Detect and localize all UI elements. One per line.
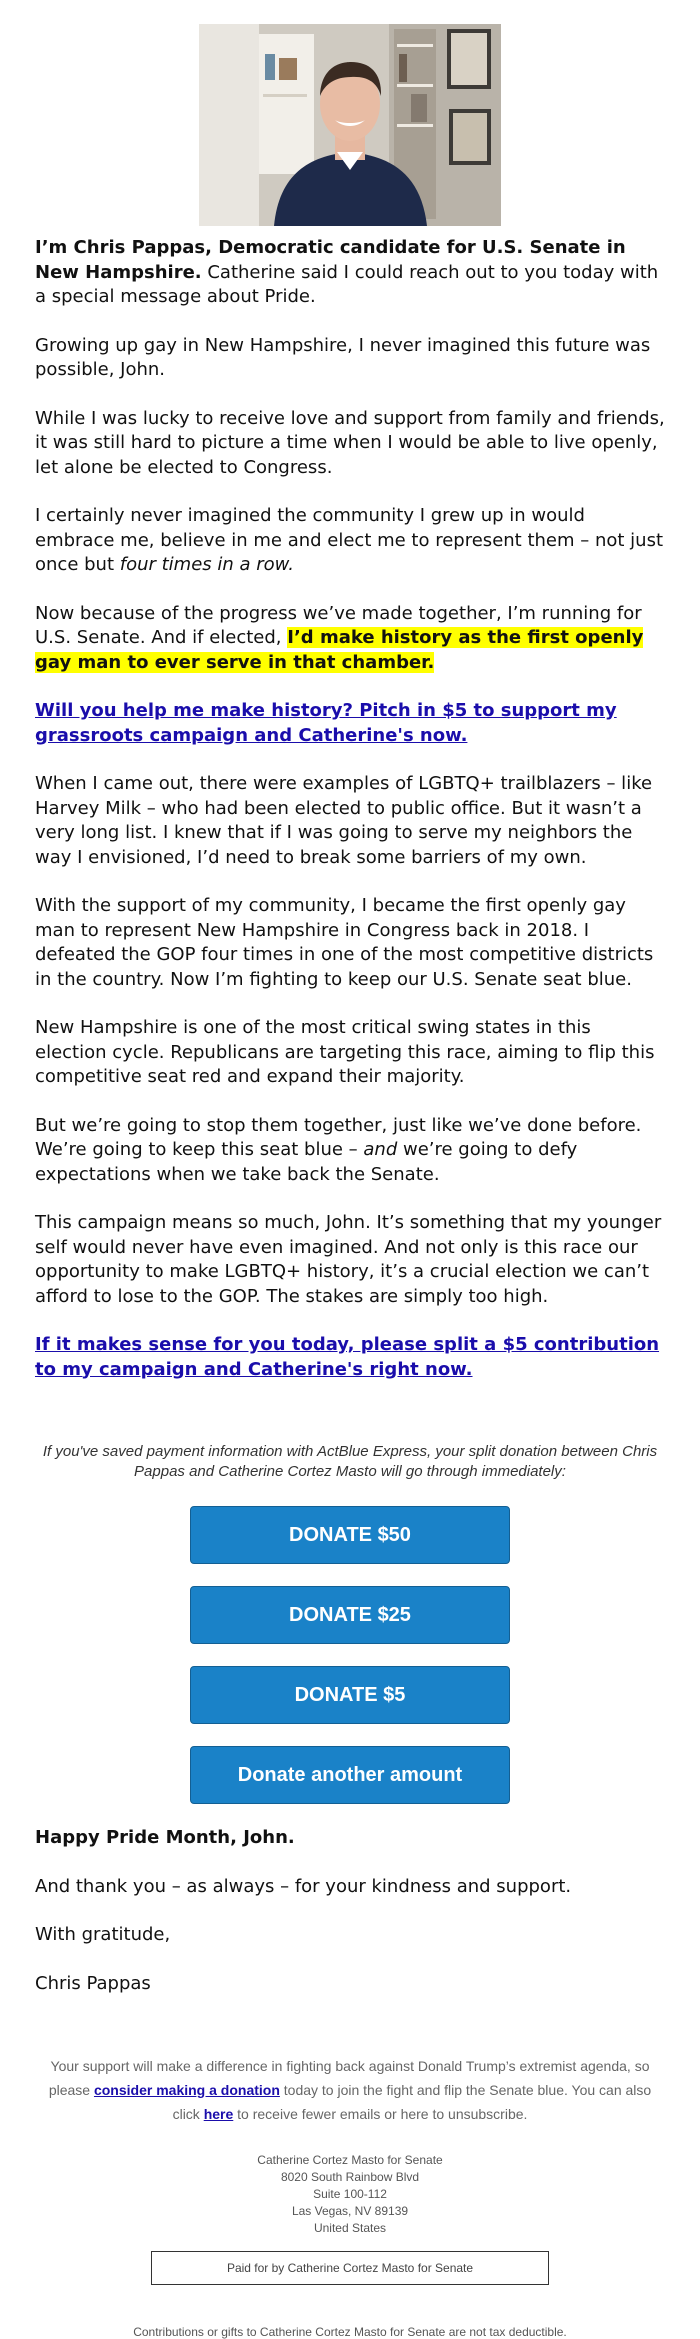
- paragraph-came-out: When I came out, there were examples of LGBTQ+ trailblazers – like Harvey Milk – who had been elected to public office. But it wasn’t a very long list. I knew that if I was going to serve my neighbors the way I envisioned, I’d need to break some barriers of my own.: [35, 773, 653, 868]
- address-line: Suite 100-112: [313, 2187, 387, 2201]
- donate-link-1[interactable]: Will you help me make history? Pitch in $5 to support my grassroots campaign and Catherine's now.: [35, 700, 617, 746]
- paragraph-love-support: While I was lucky to receive love and support from family and friends, it was still hard to picture a time when I would be able to live openly, let alone be elected to Congress.: [35, 407, 665, 478]
- intro-rest-text: Catherine said I could reach out to you today with a special message about Pride.: [35, 261, 659, 307]
- pride-greeting: Happy Pride Month, John.: [35, 1827, 295, 1848]
- paragraph-stop-them-b: we’re going to defy expectations when we take back the Senate.: [35, 1139, 578, 1185]
- paragraph-stop-them-a: But we’re going to stop them together, just like we’ve done before. We’re going to keep this seat blue –: [35, 1114, 642, 1160]
- paragraph-stop-them-italic: and: [363, 1139, 398, 1160]
- footer-text-2: today to join the fight and flip the Senate blue. You can also click: [172, 2082, 652, 2122]
- paragraph-campaign-means: This campaign means so much, John. It’s something that my younger self would never have even imagined. And not only is this race our opportunity to make LGBTQ+ history, it’s a crucial election we can’t afford to lose to the GOP. The stakes are simply too high.: [35, 1212, 662, 1307]
- donate-link-2[interactable]: If it makes sense for you today, please split a $5 contribution to my campaign and Catherine's right now.: [35, 1334, 660, 1380]
- paragraph-running: [35, 602, 665, 676]
- paid-for-box: Paid for by Catherine Cortez Masto for Senate: [151, 2251, 549, 2285]
- donate-50-button[interactable]: DONATE $50: [190, 1506, 510, 1564]
- email-body: [35, 0, 665, 2339]
- gratitude-line: With gratitude,: [35, 1924, 171, 1945]
- candidate-photo: [199, 24, 501, 226]
- donate-other-amount-button[interactable]: Donate another amount: [190, 1746, 510, 1804]
- intro-bold-text: I’m Chris Pappas, Democratic candidate for U.S. Senate in New Hampshire.: [35, 237, 626, 283]
- tax-disclaimer: Contributions or gifts to Catherine Cortez Masto for Senate are not tax deductible.: [133, 2325, 567, 2339]
- candidate-photo-illustration: [199, 24, 501, 226]
- paragraph-support: With the support of my community, I became the first openly gay man to represent New Hampshire in Congress back in 2018. I defeated the GOP four times in one of the most competitive districts in the country. Now I’m fighting to keep our U.S. Senate seat blue.: [35, 895, 654, 990]
- paragraph-growing-up: Growing up gay in New Hampshire, I never imagined this future was possible, John.: [35, 334, 651, 380]
- paragraph-community-text: I certainly never imagined the community I grew up in would embrace me, believe in me and elect me to represent them – not just once but: [35, 505, 664, 575]
- intro-paragraph: [35, 236, 665, 310]
- mailing-address: [35, 2152, 665, 2237]
- highlighted-history-text: I’d make history as the first openly gay man to ever serve in that chamber.: [35, 627, 644, 673]
- paragraph-running-text: Now because of the progress we’ve made together, I’m running for U.S. Senate. And if elected,: [35, 602, 642, 648]
- signature-name: Chris Pappas: [35, 1972, 151, 1994]
- paragraph-community-italic: four times in a row.: [119, 554, 294, 575]
- consider-donation-link[interactable]: consider making a donation: [93, 2082, 280, 2098]
- paragraph-community: [35, 504, 665, 578]
- paragraph-stop-them: [35, 1114, 665, 1188]
- footer-text-3: to receive fewer emails or here to unsubscribe.: [233, 2106, 528, 2122]
- address-line: Catherine Cortez Masto for Senate: [257, 2153, 443, 2167]
- paragraph-swing-state: New Hampshire is one of the most critical swing states in this election cycle. Republicans are targeting this race, aiming to flip this competitive seat red and expand their majority.: [35, 1017, 655, 1087]
- donate-5-button[interactable]: DONATE $5: [190, 1666, 510, 1724]
- footer-text: [35, 2054, 665, 2126]
- fewer-emails-link[interactable]: here: [203, 2106, 234, 2122]
- address-line: United States: [313, 2221, 387, 2235]
- thanks-line: And thank you – as always – for your kindness and support.: [35, 1875, 572, 1897]
- footer-text-1: Your support will make a difference in fighting back against Donald Trump’s extremist agenda, so please: [48, 2058, 650, 2098]
- actblue-express-note: If you've saved payment information with ActBlue Express, your split donation between Chris Pappas and Catherine Cortez Masto will go through immediately:: [42, 1443, 658, 1480]
- address-line: Las Vegas, NV 89139: [291, 2204, 409, 2218]
- donate-25-button[interactable]: DONATE $25: [190, 1586, 510, 1644]
- address-line: 8020 South Rainbow Blvd: [280, 2170, 420, 2184]
